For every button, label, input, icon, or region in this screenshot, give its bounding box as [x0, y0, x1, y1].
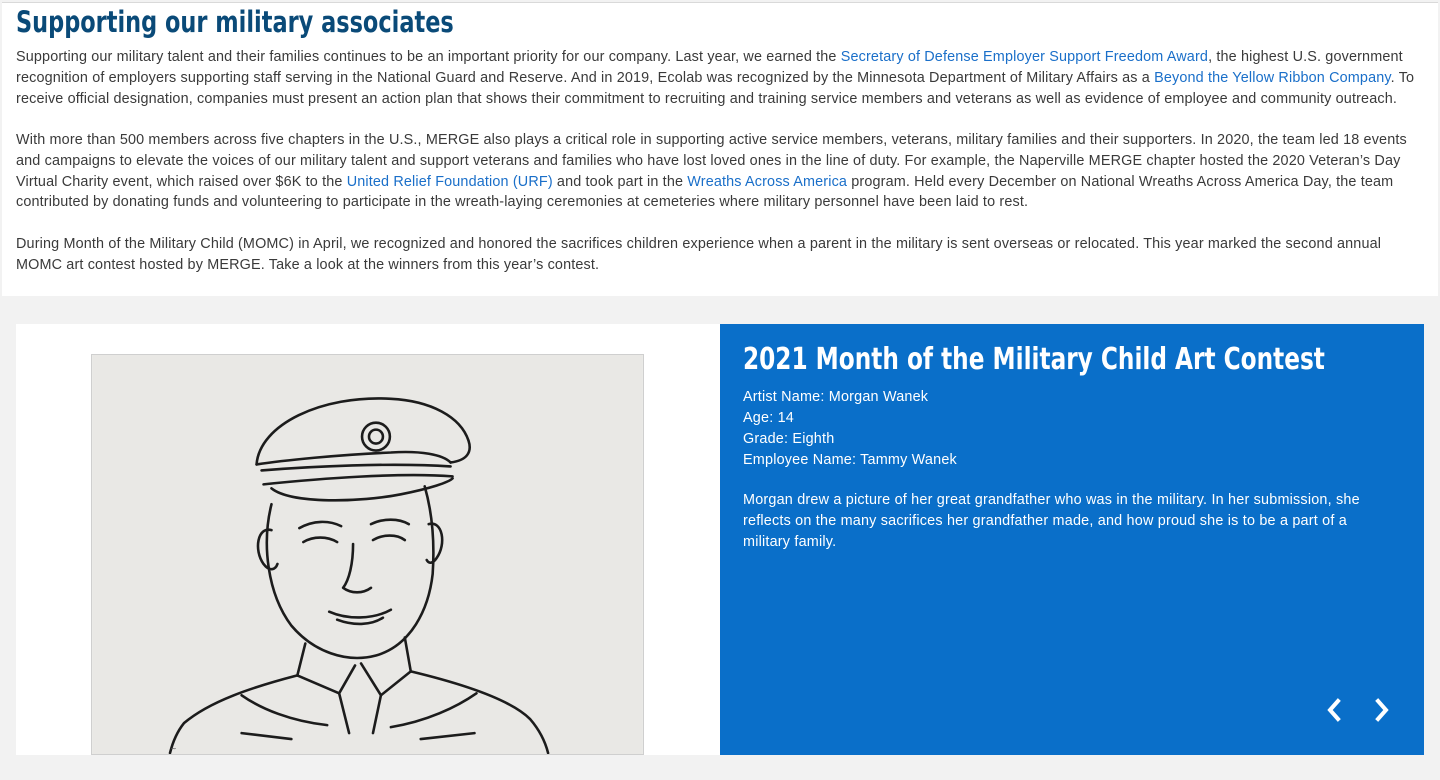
paragraph-momc: During Month of the Military Child (MOMC) in April, we recognized and honored the sacrifices children experience when a parent in the military is sent overseas or relocated. This year marked the second annual MOMC art contest hosted by MERGE. Take a look at the winners from this year’s contest.	[16, 236, 1382, 273]
link-freedom-award[interactable]: Secretary of Defense Employer Support Freedom Award	[840, 49, 1209, 65]
text: Supporting our military talent and their families continues to be an important priority for our company. Last year, we earned the	[16, 49, 841, 65]
section-title: Supporting our military associates	[16, 5, 454, 39]
svg-text:~: ~	[169, 744, 177, 754]
text: program. Held every December on National Wreaths Across America Day, the team contributed by donating funds and volunteering to participate in the wreath-laying ceremonies at cemeteries where military personnel have been laid to rest.	[16, 173, 1394, 211]
soldier-portrait-drawing	[92, 355, 643, 754]
artwork-description: Morgan drew a picture of her great grandfather who was in the military. In her submission, she reflects on the many sacrifices her grandfather made, and how proud she is to be a part of a military family.	[743, 492, 1360, 550]
contest-info-panel	[720, 324, 1424, 755]
intro-card	[2, 2, 1438, 296]
paragraph-merge	[16, 130, 1426, 213]
text: With more than 500 members across five chapters in the U.S., MERGE also plays a critical role in supporting active service members, veterans, military families and their supporters. In 2020, the team led 18 events and campaigns to elevate the voices of our military talent and support veterans and families who have lost loved ones in the line of duty. For example, the Naperville MERGE chapter hosted the 2020 Veteran’s Day Virtual Charity event, which raised over $6K to the	[16, 132, 1407, 190]
text: and took part in the	[552, 173, 688, 190]
artwork-image	[91, 354, 644, 755]
link-united-relief[interactable]: United Relief Foundation (URF)	[346, 173, 553, 190]
chevron-left-icon	[1325, 698, 1343, 722]
contest-title: 2021 Month of the Military Child Art Contest	[743, 342, 1325, 377]
chevron-right-icon	[1373, 698, 1391, 722]
carousel-prev-button[interactable]	[1322, 696, 1346, 724]
employee-name: Employee Name: Tammy Wanek	[743, 452, 957, 468]
paragraph-freedom-award	[16, 47, 1426, 109]
artist-name: Artist Name: Morgan Wanek	[743, 389, 929, 405]
text: . To receive official designation, companies must present an action plan that shows their commitment to recruiting and training service members and veterans as well as evidence of employee and community outreach.	[16, 69, 1415, 107]
carousel-next-button[interactable]	[1370, 696, 1394, 724]
link-yellow-ribbon[interactable]: Beyond the Yellow Ribbon Company	[1154, 69, 1391, 86]
link-wreaths-across-america[interactable]: Wreaths Across America	[687, 173, 848, 190]
artist-grade: Grade: Eighth	[743, 431, 835, 447]
artist-age: Age: 14	[743, 410, 795, 426]
text: , the highest U.S. government recognition of employers supporting staff serving in the National Guard and Reserve. And in 2019, Ecolab was recognized by the Minnesota Department of Military Affairs as a	[16, 49, 1403, 86]
